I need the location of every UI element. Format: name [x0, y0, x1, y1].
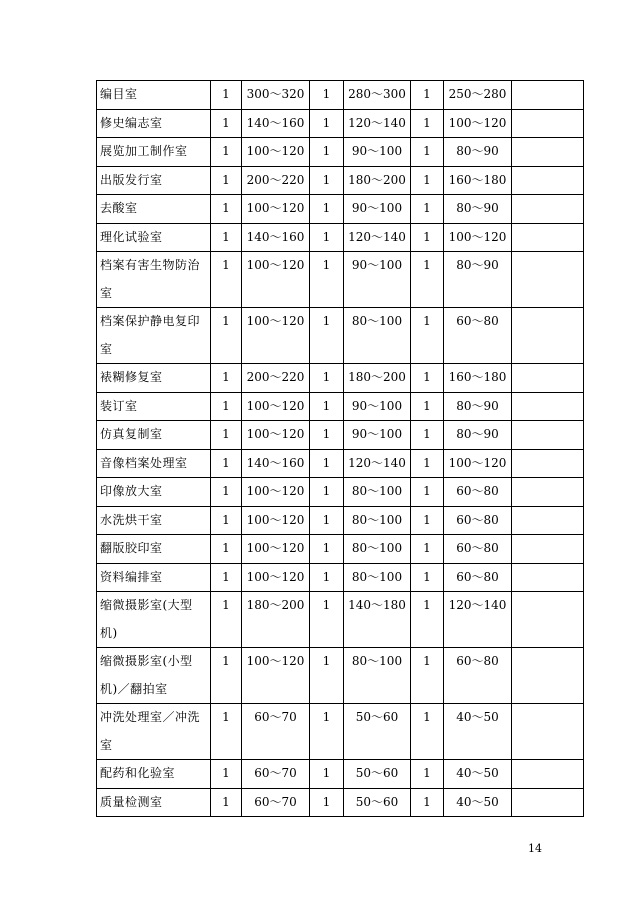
table-row — [97, 81, 584, 110]
count-cell: 1 — [310, 592, 344, 648]
empty-cell — [512, 166, 584, 195]
area-range-cell: 90～100 — [344, 195, 411, 224]
empty-cell — [512, 535, 584, 564]
area-range-cell: 40～50 — [444, 788, 512, 817]
count-cell: 1 — [211, 563, 242, 592]
room-name-cell: 理化试验室 — [97, 223, 211, 252]
count-cell: 1 — [211, 421, 242, 450]
area-range-cell: 200～220 — [242, 364, 310, 393]
empty-cell — [512, 81, 584, 110]
area-range-cell: 100～120 — [242, 138, 310, 167]
count-cell: 1 — [411, 392, 444, 421]
area-range-cell: 40～50 — [444, 704, 512, 760]
area-range-cell: 80～100 — [344, 478, 411, 507]
room-name-cell: 编目室 — [97, 81, 211, 110]
area-range-cell: 100～120 — [444, 223, 512, 252]
count-cell: 1 — [211, 166, 242, 195]
empty-cell — [512, 392, 584, 421]
count-cell: 1 — [211, 648, 242, 704]
area-range-cell: 90～100 — [344, 392, 411, 421]
count-cell: 1 — [310, 535, 344, 564]
room-name-cell: 去酸室 — [97, 195, 211, 224]
count-cell: 1 — [411, 506, 444, 535]
count-cell: 1 — [211, 223, 242, 252]
count-cell: 1 — [411, 195, 444, 224]
area-range-cell: 80～90 — [444, 195, 512, 224]
area-range-cell: 80～100 — [344, 563, 411, 592]
area-range-cell: 80～100 — [344, 506, 411, 535]
count-cell: 1 — [310, 166, 344, 195]
room-name-cell: 冲洗处理室／冲洗室 — [97, 704, 211, 760]
area-range-cell: 280～300 — [344, 81, 411, 110]
count-cell: 1 — [211, 392, 242, 421]
area-range-cell: 60～70 — [242, 760, 310, 789]
count-cell: 1 — [310, 788, 344, 817]
table-row — [97, 648, 584, 704]
count-cell: 1 — [211, 109, 242, 138]
count-cell: 1 — [310, 449, 344, 478]
area-range-cell: 90～100 — [344, 252, 411, 308]
room-name-cell: 资料编排室 — [97, 563, 211, 592]
area-range-cell: 100～120 — [242, 563, 310, 592]
count-cell: 1 — [310, 421, 344, 450]
empty-cell — [512, 109, 584, 138]
count-cell: 1 — [411, 704, 444, 760]
table-row — [97, 252, 584, 308]
count-cell: 1 — [211, 195, 242, 224]
count-cell: 1 — [310, 138, 344, 167]
count-cell: 1 — [310, 81, 344, 110]
table-row — [97, 788, 584, 817]
table-row — [97, 592, 584, 648]
area-range-cell: 140～160 — [242, 223, 310, 252]
count-cell: 1 — [310, 506, 344, 535]
count-cell: 1 — [211, 704, 242, 760]
count-cell: 1 — [411, 252, 444, 308]
count-cell: 1 — [211, 81, 242, 110]
area-range-cell: 80～100 — [344, 648, 411, 704]
count-cell: 1 — [211, 535, 242, 564]
area-range-cell: 90～100 — [344, 138, 411, 167]
room-area-table — [96, 80, 584, 817]
area-range-cell: 100～120 — [242, 392, 310, 421]
empty-cell — [512, 788, 584, 817]
count-cell: 1 — [411, 308, 444, 364]
area-range-cell: 100～120 — [242, 648, 310, 704]
area-range-cell: 50～60 — [344, 760, 411, 789]
room-name-cell: 水洗烘干室 — [97, 506, 211, 535]
table-body — [97, 81, 584, 817]
count-cell: 1 — [211, 364, 242, 393]
table-row — [97, 138, 584, 167]
area-range-cell: 60～80 — [444, 648, 512, 704]
room-name-cell: 仿真复制室 — [97, 421, 211, 450]
empty-cell — [512, 563, 584, 592]
area-range-cell: 250～280 — [444, 81, 512, 110]
table-row — [97, 109, 584, 138]
table-row — [97, 563, 584, 592]
count-cell: 1 — [211, 506, 242, 535]
count-cell: 1 — [411, 760, 444, 789]
room-name-cell: 裱糊修复室 — [97, 364, 211, 393]
area-range-cell: 160～180 — [444, 364, 512, 393]
empty-cell — [512, 195, 584, 224]
area-range-cell: 60～80 — [444, 478, 512, 507]
count-cell: 1 — [211, 760, 242, 789]
area-range-cell: 100～120 — [242, 195, 310, 224]
count-cell: 1 — [411, 648, 444, 704]
count-cell: 1 — [411, 535, 444, 564]
area-range-cell: 80～90 — [444, 138, 512, 167]
room-name-cell: 档案有害生物防治室 — [97, 252, 211, 308]
area-range-cell: 140～160 — [242, 449, 310, 478]
area-range-cell: 180～200 — [242, 592, 310, 648]
area-range-cell: 50～60 — [344, 788, 411, 817]
area-range-cell: 100～120 — [242, 308, 310, 364]
area-range-cell: 80～100 — [344, 308, 411, 364]
room-name-cell: 音像档案处理室 — [97, 449, 211, 478]
area-range-cell: 120～140 — [444, 592, 512, 648]
area-range-cell: 100～120 — [242, 478, 310, 507]
empty-cell — [512, 364, 584, 393]
room-name-cell: 出版发行室 — [97, 166, 211, 195]
area-range-cell: 60～70 — [242, 704, 310, 760]
room-name-cell: 翻版胶印室 — [97, 535, 211, 564]
area-range-cell: 140～180 — [344, 592, 411, 648]
count-cell: 1 — [310, 478, 344, 507]
area-range-cell: 60～70 — [242, 788, 310, 817]
count-cell: 1 — [310, 563, 344, 592]
empty-cell — [512, 421, 584, 450]
area-range-cell: 80～90 — [444, 392, 512, 421]
count-cell: 1 — [411, 449, 444, 478]
area-range-cell: 80～90 — [444, 252, 512, 308]
area-range-cell: 100～120 — [242, 252, 310, 308]
area-range-cell: 50～60 — [344, 704, 411, 760]
area-range-cell: 100～120 — [242, 421, 310, 450]
area-range-cell: 300～320 — [242, 81, 310, 110]
area-range-cell: 140～160 — [242, 109, 310, 138]
table-row — [97, 760, 584, 789]
count-cell: 1 — [411, 223, 444, 252]
area-range-cell: 100～120 — [242, 506, 310, 535]
area-range-cell: 60～80 — [444, 506, 512, 535]
room-name-cell: 缩微摄影室(小型机)／翻拍室 — [97, 648, 211, 704]
empty-cell — [512, 308, 584, 364]
count-cell: 1 — [310, 648, 344, 704]
area-range-cell: 90～100 — [344, 421, 411, 450]
count-cell: 1 — [211, 138, 242, 167]
empty-cell — [512, 138, 584, 167]
table-row — [97, 449, 584, 478]
count-cell: 1 — [411, 421, 444, 450]
empty-cell — [512, 223, 584, 252]
count-cell: 1 — [411, 563, 444, 592]
area-range-cell: 180～200 — [344, 364, 411, 393]
count-cell: 1 — [411, 166, 444, 195]
count-cell: 1 — [211, 788, 242, 817]
page-number: 14 — [528, 842, 542, 855]
count-cell: 1 — [411, 478, 444, 507]
area-range-cell: 120～140 — [344, 223, 411, 252]
count-cell: 1 — [411, 138, 444, 167]
table-row — [97, 223, 584, 252]
area-range-cell: 60～80 — [444, 563, 512, 592]
area-range-cell: 120～140 — [344, 449, 411, 478]
empty-cell — [512, 704, 584, 760]
count-cell: 1 — [211, 592, 242, 648]
count-cell: 1 — [411, 109, 444, 138]
area-range-cell: 60～80 — [444, 308, 512, 364]
area-range-cell: 120～140 — [344, 109, 411, 138]
count-cell: 1 — [411, 364, 444, 393]
room-name-cell: 缩微摄影室(大型机) — [97, 592, 211, 648]
count-cell: 1 — [310, 760, 344, 789]
count-cell: 1 — [310, 392, 344, 421]
count-cell: 1 — [211, 478, 242, 507]
room-name-cell: 修史编志室 — [97, 109, 211, 138]
count-cell: 1 — [411, 788, 444, 817]
area-range-cell: 80～90 — [444, 421, 512, 450]
room-name-cell: 装订室 — [97, 392, 211, 421]
table-row — [97, 506, 584, 535]
area-range-cell: 100～120 — [444, 109, 512, 138]
table-row — [97, 704, 584, 760]
table-row — [97, 308, 584, 364]
count-cell: 1 — [310, 252, 344, 308]
room-name-cell: 质量检测室 — [97, 788, 211, 817]
empty-cell — [512, 592, 584, 648]
empty-cell — [512, 760, 584, 789]
count-cell: 1 — [310, 109, 344, 138]
table-row — [97, 478, 584, 507]
count-cell: 1 — [310, 364, 344, 393]
area-range-cell: 60～80 — [444, 535, 512, 564]
area-range-cell: 80～100 — [344, 535, 411, 564]
room-name-cell: 印像放大室 — [97, 478, 211, 507]
count-cell: 1 — [211, 252, 242, 308]
area-range-cell: 200～220 — [242, 166, 310, 195]
area-range-cell: 100～120 — [242, 535, 310, 564]
area-range-cell: 180～200 — [344, 166, 411, 195]
table-row — [97, 392, 584, 421]
empty-cell — [512, 449, 584, 478]
count-cell: 1 — [310, 195, 344, 224]
count-cell: 1 — [310, 704, 344, 760]
room-name-cell: 配药和化验室 — [97, 760, 211, 789]
empty-cell — [512, 648, 584, 704]
count-cell: 1 — [310, 308, 344, 364]
count-cell: 1 — [211, 449, 242, 478]
table-row — [97, 166, 584, 195]
table-row — [97, 364, 584, 393]
count-cell: 1 — [411, 592, 444, 648]
room-name-cell: 展览加工制作室 — [97, 138, 211, 167]
empty-cell — [512, 506, 584, 535]
area-range-cell: 100～120 — [444, 449, 512, 478]
table-row — [97, 535, 584, 564]
empty-cell — [512, 478, 584, 507]
count-cell: 1 — [310, 223, 344, 252]
empty-cell — [512, 252, 584, 308]
area-range-cell: 160～180 — [444, 166, 512, 195]
room-name-cell: 档案保护静电复印室 — [97, 308, 211, 364]
table-row — [97, 421, 584, 450]
count-cell: 1 — [411, 81, 444, 110]
area-range-cell: 40～50 — [444, 760, 512, 789]
count-cell: 1 — [211, 308, 242, 364]
table-row — [97, 195, 584, 224]
